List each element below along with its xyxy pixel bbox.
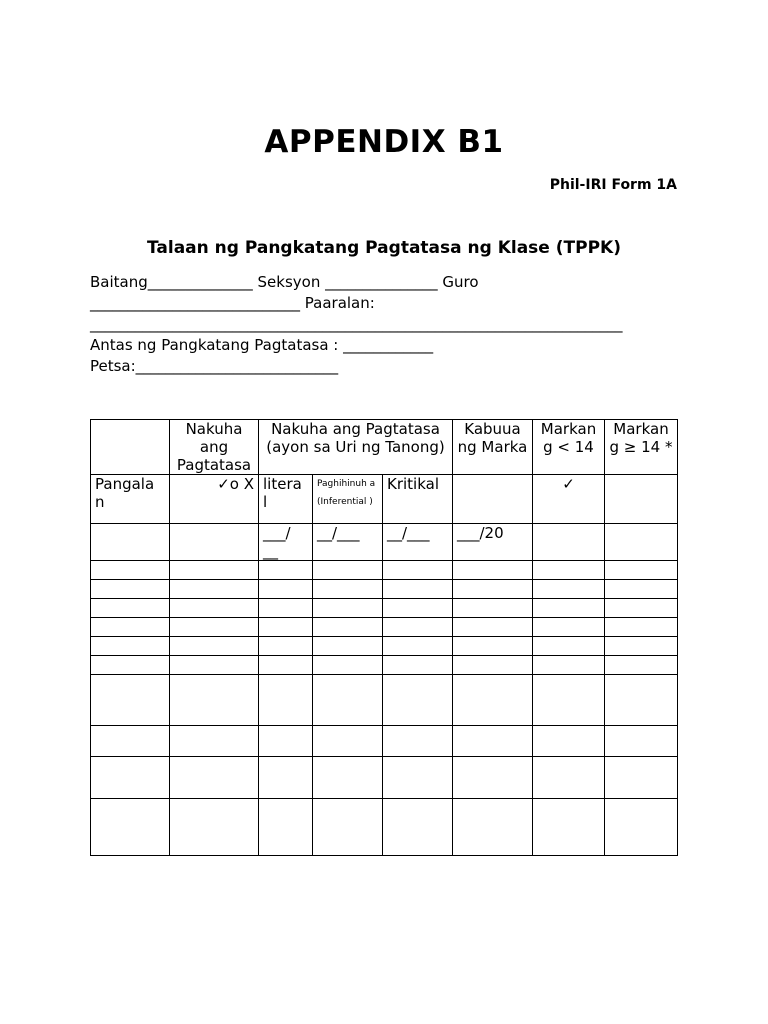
blank-cell [383,799,453,856]
blank-cell [259,675,313,726]
blank-cell [383,580,453,599]
blank-row [91,675,678,726]
blank-cell [170,599,259,618]
blank-cell [533,618,605,637]
subheader-kabuuan-empty [453,475,533,524]
blank-row [91,637,678,656]
blank-cell [453,757,533,799]
blank-cell [313,726,383,757]
subheader-ge14-empty [605,475,678,524]
blank-cell [605,757,678,799]
score-ge14-empty [605,524,678,561]
blank-cell [453,637,533,656]
blank-cell [383,757,453,799]
blank-cell [170,726,259,757]
blank-cell [605,618,678,637]
field-line-school: ____________________________ Paaralan: [90,294,375,312]
subheader-check: ✓ [533,475,605,524]
blank-cell [91,599,170,618]
blank-cell [170,580,259,599]
blank-cell [170,561,259,580]
blank-cell [170,656,259,675]
form-fields [90,272,650,377]
blank-rows [91,561,678,856]
blank-cell [313,799,383,856]
blank-cell [313,561,383,580]
blank-cell [383,618,453,637]
blank-cell [259,561,313,580]
subheader-paghihinuha: Paghihinuh a (Inferential ) [313,475,383,524]
blank-row [91,561,678,580]
subheader-pangalan: Pangala n [91,475,170,524]
blank-cell [91,656,170,675]
blank-cell [453,561,533,580]
blank-cell [453,599,533,618]
header-row [91,420,678,475]
blank-cell [605,561,678,580]
blank-cell [605,675,678,726]
blank-row [91,618,678,637]
blank-cell [533,799,605,856]
field-line-date: Petsa:___________________________ [90,357,339,375]
blank-cell [605,799,678,856]
blank-cell [533,726,605,757]
blank-cell [453,656,533,675]
blank-cell [259,799,313,856]
blank-row [91,580,678,599]
blank-cell [259,580,313,599]
score-paghihinuha: __/___ [313,524,383,561]
score-lt14-empty [533,524,605,561]
blank-cell [605,726,678,757]
blank-cell [605,599,678,618]
blank-cell [91,799,170,856]
field-line-grade-section-teacher: Baitang______________ Seksyon _______________ Guro [90,273,479,291]
score-total: ___/20 [453,524,533,561]
page-title: APPENDIX B1 [264,124,504,160]
blank-cell [313,580,383,599]
subheader-literal: litera l [259,475,313,524]
score-nakuha-empty [170,524,259,561]
form-subtitle: Talaan ng Pangkatang Pagtatasa ng Klase (TPPK) [147,238,621,258]
blank-cell [383,599,453,618]
blank-row [91,799,678,856]
header-kabuuan: Kabuua ng Marka [453,420,533,475]
blank-cell [170,757,259,799]
blank-row [91,757,678,799]
score-name-empty [91,524,170,561]
form-code: Phil-IRI Form 1A [549,177,677,193]
header-at-least-14: Markan g ≥ 14 * [605,420,678,475]
blank-cell [170,618,259,637]
blank-cell [383,561,453,580]
blank-cell [383,675,453,726]
blank-row [91,726,678,757]
blank-cell [91,580,170,599]
header-uri-ng-tanong: Nakuha ang Pagtatasa (ayon sa Uri ng Tanong) [259,420,453,475]
blank-cell [259,599,313,618]
subheader-kritikal: Kritikal [383,475,453,524]
blank-cell [383,726,453,757]
blank-cell [313,675,383,726]
blank-cell [259,637,313,656]
tppk-table [90,419,678,856]
blank-cell [453,618,533,637]
field-line-blank: _______________________________________________________________________ [90,315,623,333]
blank-cell [170,675,259,726]
blank-cell [91,637,170,656]
blank-cell [313,656,383,675]
blank-cell [533,561,605,580]
blank-cell [533,656,605,675]
blank-cell [313,757,383,799]
blank-cell [383,656,453,675]
subheader-row [91,475,678,524]
header-empty-cell [91,420,170,475]
score-kritikal: __/___ [383,524,453,561]
blank-cell [453,726,533,757]
blank-cell [453,799,533,856]
blank-row [91,656,678,675]
blank-cell [383,637,453,656]
blank-cell [170,799,259,856]
blank-cell [533,675,605,726]
blank-cell [605,656,678,675]
blank-cell [170,637,259,656]
blank-row [91,599,678,618]
blank-cell [91,618,170,637]
blank-cell [313,599,383,618]
subheader-check-or-x: ✓o X [170,475,259,524]
blank-cell [91,561,170,580]
blank-cell [91,726,170,757]
score-literal: ___/ __ [259,524,313,561]
blank-cell [259,757,313,799]
header-nakuha: Nakuha ang Pagtatasa [170,420,259,475]
blank-cell [259,656,313,675]
field-line-level: Antas ng Pangkatang Pagtatasa : ____________ [90,336,434,354]
blank-cell [313,618,383,637]
blank-cell [453,580,533,599]
blank-cell [605,580,678,599]
header-below-14: Markan g < 14 [533,420,605,475]
blank-cell [313,637,383,656]
blank-cell [259,726,313,757]
blank-cell [533,580,605,599]
score-row [91,524,678,561]
blank-cell [533,637,605,656]
blank-cell [533,757,605,799]
blank-cell [91,675,170,726]
blank-cell [91,757,170,799]
blank-cell [605,637,678,656]
blank-cell [453,675,533,726]
blank-cell [533,599,605,618]
blank-cell [259,618,313,637]
